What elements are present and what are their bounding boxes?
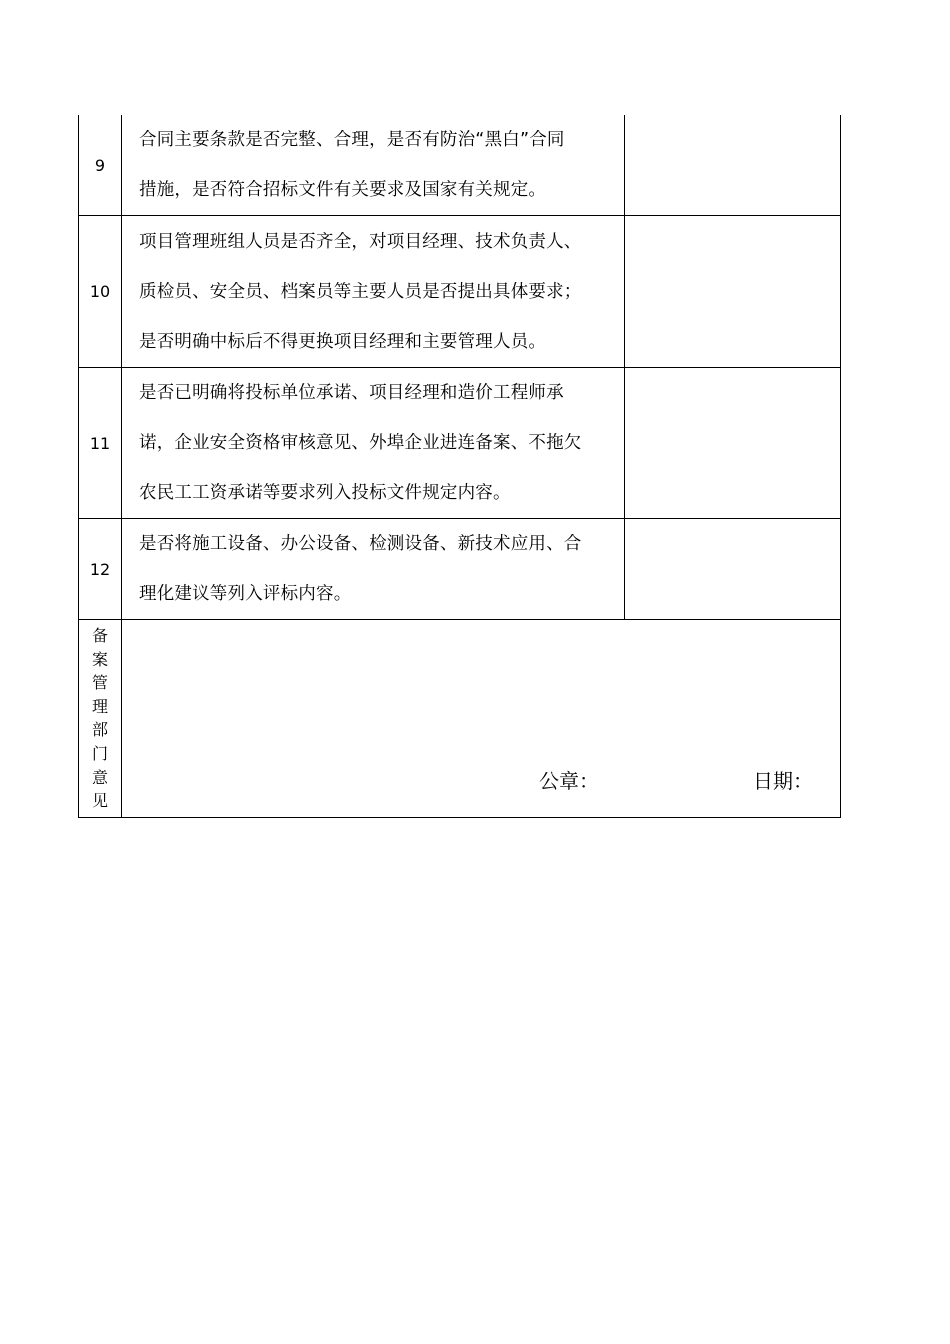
item-number: 11 (79, 368, 122, 519)
label-char: 理 (91, 696, 108, 716)
item-line: 农民工工资承诺等要求列入投标文件规定内容。 (139, 483, 511, 503)
date-label: 日期： (753, 769, 813, 793)
table-row (79, 115, 841, 216)
item-line: 合同主要条款是否完整、合理，是否有防治“黑白”合同 (139, 130, 565, 150)
item-line: 诺，企业安全资格审核意见、外埠企业进连备案、不拖欠 (139, 433, 582, 453)
item-text (122, 216, 625, 368)
item-line: 是否将施工设备、办公设备、检测设备、新技术应用、合 (139, 534, 582, 554)
item-number: 10 (79, 216, 122, 368)
label-char: 部 (91, 720, 108, 740)
label-char: 案 (91, 649, 108, 669)
table-row (79, 216, 841, 368)
opinion-cell[interactable] (625, 368, 841, 519)
item-text (122, 115, 625, 216)
item-number: 12 (79, 519, 122, 620)
item-number: 9 (79, 115, 122, 216)
label-char: 备 (91, 626, 108, 645)
label-char: 门 (91, 743, 108, 763)
opinion-cell[interactable] (625, 115, 841, 216)
label-char: 意 (91, 767, 108, 787)
label-char: 管 (91, 673, 108, 693)
table-row (79, 519, 841, 620)
review-table (78, 115, 841, 818)
item-line: 是否明确中标后不得更换项目经理和主要管理人员。 (139, 331, 547, 352)
item-line: 措施，是否符合招标文件有关要求及国家有关规定。 (139, 180, 547, 200)
review-form (78, 115, 840, 818)
opinion-cell[interactable] (625, 519, 841, 620)
item-line: 质检员、安全员、档案员等主要人员是否提出具体要求； (139, 281, 582, 302)
filing-dept-opinion-label (79, 620, 122, 818)
filing-opinion-row (79, 620, 841, 818)
table-row (79, 368, 841, 519)
filing-opinion-cell[interactable] (122, 620, 841, 818)
opinion-cell[interactable] (625, 216, 841, 368)
item-text (122, 519, 625, 620)
item-text (122, 368, 625, 519)
item-line: 项目管理班组人员是否齐全，对项目经理、技术负责人、 (139, 231, 582, 252)
item-line: 是否已明确将投标单位承诺、项目经理和造价工程师承 (139, 383, 564, 403)
label-char: 见 (91, 791, 108, 811)
stamp-label: 公章： (539, 769, 599, 793)
item-line: 理化建议等列入评标内容。 (139, 584, 352, 604)
